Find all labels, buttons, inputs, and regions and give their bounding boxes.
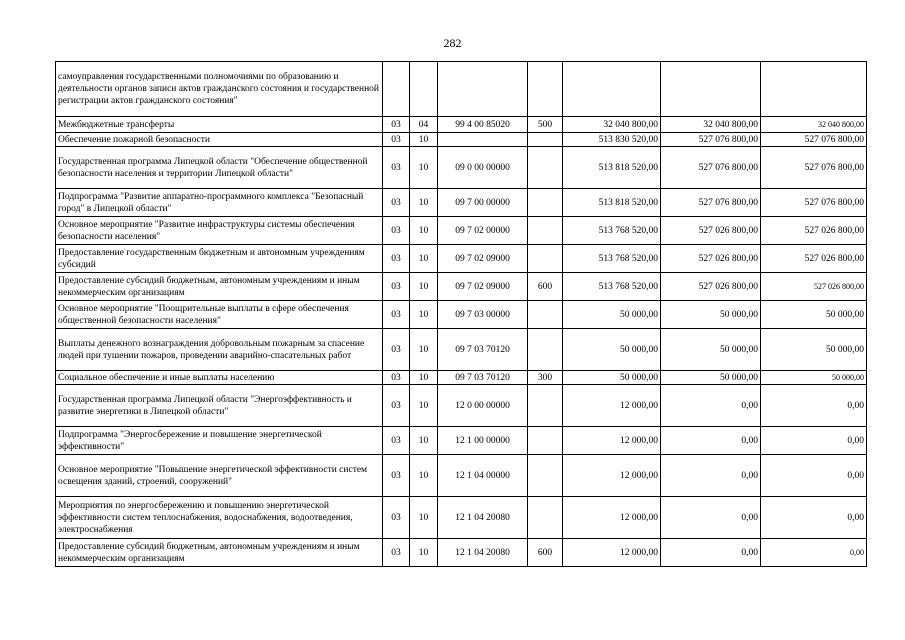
- section-code-cell: 03: [383, 385, 410, 427]
- subsection-code-cell: 10: [410, 301, 438, 329]
- expense-type-cell: [528, 245, 563, 273]
- amount-year2-cell: 0,00: [661, 539, 761, 567]
- amount-year1-cell: 12 000,00: [563, 385, 661, 427]
- row-name-cell: Обеспечение пожарной безопасности: [56, 133, 383, 147]
- row-name-cell: Государственная программа Липецкой области "Обеспечение общественной безопасности населения и территории Липецкой области": [56, 147, 383, 189]
- amount-year3-cell: 50 000,00: [761, 371, 867, 385]
- amount-year3-cell: 527 026 800,00: [761, 245, 867, 273]
- table-row: [56, 273, 867, 301]
- target-article-cell: 09 7 03 00000: [438, 301, 528, 329]
- subsection-code-cell: 10: [410, 371, 438, 385]
- amount-year1-cell: 513 768 520,00: [563, 217, 661, 245]
- amount-year2-cell: 527 026 800,00: [661, 245, 761, 273]
- amount-year3-cell: 0,00: [761, 539, 867, 567]
- amount-year1-cell: 12 000,00: [563, 497, 661, 539]
- subsection-code-cell: [410, 62, 438, 117]
- amount-year2-cell: 527 076 800,00: [661, 147, 761, 189]
- section-code-cell: 03: [383, 497, 410, 539]
- section-code-cell: 03: [383, 427, 410, 455]
- table-row: [56, 385, 867, 427]
- table-row: [56, 133, 867, 147]
- expense-type-cell: 600: [528, 273, 563, 301]
- expense-type-cell: [528, 62, 563, 117]
- target-article-cell: 09 7 02 09000: [438, 273, 528, 301]
- table-row: [56, 427, 867, 455]
- row-name-cell: Основное мероприятие "Поощрительные выплаты в сфере обеспечения общественной безопасности населения": [56, 301, 383, 329]
- target-article-cell: [438, 133, 528, 147]
- subsection-code-cell: 10: [410, 189, 438, 217]
- row-name-cell: Предоставление субсидий бюджетным, автономным учреждениям и иным некоммерческим организациям: [56, 539, 383, 567]
- amount-year3-cell: 527 026 800,00: [761, 273, 867, 301]
- amount-year3-cell: 527 076 800,00: [761, 147, 867, 189]
- amount-year1-cell: 32 040 800,00: [563, 117, 661, 133]
- expense-type-cell: 500: [528, 117, 563, 133]
- subsection-code-cell: 10: [410, 539, 438, 567]
- expense-type-cell: 300: [528, 371, 563, 385]
- table-row: [56, 62, 867, 117]
- target-article-cell: [438, 62, 528, 117]
- amount-year3-cell: 0,00: [761, 427, 867, 455]
- amount-year1-cell: 12 000,00: [563, 539, 661, 567]
- section-code-cell: 03: [383, 245, 410, 273]
- row-name-cell: Выплаты денежного вознаграждения добровольным пожарным за спасение людей при тушении пожаров, проведении аварийно-спасательных работ: [56, 329, 383, 371]
- amount-year2-cell: 32 040 800,00: [661, 117, 761, 133]
- target-article-cell: 09 7 03 70120: [438, 329, 528, 371]
- expense-type-cell: [528, 385, 563, 427]
- expense-type-cell: [528, 217, 563, 245]
- amount-year3-cell: 0,00: [761, 497, 867, 539]
- expense-type-cell: [528, 329, 563, 371]
- amount-year1-cell: 50 000,00: [563, 329, 661, 371]
- section-code-cell: 03: [383, 117, 410, 133]
- table-row: [56, 497, 867, 539]
- section-code-cell: 03: [383, 189, 410, 217]
- target-article-cell: 09 0 00 00000: [438, 147, 528, 189]
- amount-year1-cell: 12 000,00: [563, 427, 661, 455]
- row-name-cell: Предоставление государственным бюджетным и автономным учреждениям субсидий: [56, 245, 383, 273]
- subsection-code-cell: 10: [410, 245, 438, 273]
- target-article-cell: 12 0 00 00000: [438, 385, 528, 427]
- table-row: [56, 329, 867, 371]
- amount-year2-cell: 527 076 800,00: [661, 189, 761, 217]
- subsection-code-cell: 10: [410, 147, 438, 189]
- amount-year2-cell: 0,00: [661, 385, 761, 427]
- target-article-cell: 09 7 02 00000: [438, 217, 528, 245]
- subsection-code-cell: 10: [410, 273, 438, 301]
- amount-year3-cell: 0,00: [761, 385, 867, 427]
- section-code-cell: 03: [383, 273, 410, 301]
- expense-type-cell: [528, 301, 563, 329]
- amount-year2-cell: [661, 62, 761, 117]
- section-code-cell: 03: [383, 133, 410, 147]
- expense-type-cell: [528, 455, 563, 497]
- budget-table: [55, 61, 867, 567]
- amount-year2-cell: 527 076 800,00: [661, 133, 761, 147]
- subsection-code-cell: 10: [410, 427, 438, 455]
- expense-type-cell: [528, 427, 563, 455]
- amount-year1-cell: 50 000,00: [563, 371, 661, 385]
- amount-year1-cell: 513 768 520,00: [563, 245, 661, 273]
- row-name-cell: самоуправления государственными полномочиями по образованию и деятельности органов записи актов гражданского состояния и государственной регистрации актов гражданского состояния": [56, 62, 383, 117]
- row-name-cell: Подпрограмма "Развитие аппаратно-программного комплекса "Безопасный город" в Липецкой области": [56, 189, 383, 217]
- amount-year3-cell: 0,00: [761, 455, 867, 497]
- amount-year2-cell: 0,00: [661, 427, 761, 455]
- table-row: [56, 539, 867, 567]
- amount-year3-cell: 527 076 800,00: [761, 133, 867, 147]
- table-row: [56, 189, 867, 217]
- section-code-cell: 03: [383, 217, 410, 245]
- target-article-cell: 09 7 02 09000: [438, 245, 528, 273]
- section-code-cell: [383, 62, 410, 117]
- row-name-cell: Основное мероприятие "Повышение энергетической эффективности систем освещения зданий, строений, сооружений": [56, 455, 383, 497]
- amount-year2-cell: 50 000,00: [661, 371, 761, 385]
- expense-type-cell: [528, 147, 563, 189]
- section-code-cell: 03: [383, 371, 410, 385]
- row-name-cell: Межбюджетные трансферты: [56, 117, 383, 133]
- table-body: [56, 62, 867, 567]
- row-name-cell: Предоставление субсидий бюджетным, автономным учреждениям и иным некоммерческим организациям: [56, 273, 383, 301]
- subsection-code-cell: 10: [410, 497, 438, 539]
- amount-year2-cell: 50 000,00: [661, 301, 761, 329]
- section-code-cell: 03: [383, 147, 410, 189]
- amount-year3-cell: 527 076 800,00: [761, 189, 867, 217]
- amount-year1-cell: 513 768 520,00: [563, 273, 661, 301]
- subsection-code-cell: 04: [410, 117, 438, 133]
- table-row: [56, 371, 867, 385]
- target-article-cell: 12 1 00 00000: [438, 427, 528, 455]
- table-row: [56, 117, 867, 133]
- row-name-cell: Подпрограмма "Энергосбережение и повышение энергетической эффективности": [56, 427, 383, 455]
- row-name-cell: Государственная программа Липецкой области "Энергоэффективность и развитие энергетики в Липецкой области": [56, 385, 383, 427]
- expense-type-cell: [528, 133, 563, 147]
- table-row: [56, 245, 867, 273]
- section-code-cell: 03: [383, 539, 410, 567]
- section-code-cell: 03: [383, 301, 410, 329]
- amount-year2-cell: 50 000,00: [661, 329, 761, 371]
- target-article-cell: 09 7 03 70120: [438, 371, 528, 385]
- amount-year1-cell: 12 000,00: [563, 455, 661, 497]
- target-article-cell: 12 1 04 20080: [438, 497, 528, 539]
- expense-type-cell: [528, 189, 563, 217]
- amount-year3-cell: [761, 62, 867, 117]
- subsection-code-cell: 10: [410, 455, 438, 497]
- section-code-cell: 03: [383, 455, 410, 497]
- amount-year3-cell: 32 040 800,00: [761, 117, 867, 133]
- amount-year2-cell: 0,00: [661, 497, 761, 539]
- amount-year3-cell: 50 000,00: [761, 301, 867, 329]
- table-row: [56, 147, 867, 189]
- target-article-cell: 12 1 04 20080: [438, 539, 528, 567]
- expense-type-cell: 600: [528, 539, 563, 567]
- page-number: 282: [443, 36, 462, 50]
- row-name-cell: Мероприятия по энергосбережению и повышению энергетической эффективности систем теплоснабжения, водоснабжения, водоотведения, электроснабжения: [56, 497, 383, 539]
- amount-year2-cell: 527 026 800,00: [661, 217, 761, 245]
- row-name-cell: Основное мероприятие "Развитие инфраструктуры системы обеспечения безопасности населения": [56, 217, 383, 245]
- subsection-code-cell: 10: [410, 217, 438, 245]
- table-row: [56, 301, 867, 329]
- amount-year1-cell: 50 000,00: [563, 301, 661, 329]
- amount-year3-cell: 527 026 800,00: [761, 217, 867, 245]
- table-row: [56, 217, 867, 245]
- expense-type-cell: [528, 497, 563, 539]
- target-article-cell: 99 4 00 85020: [438, 117, 528, 133]
- amount-year1-cell: 513 830 520,00: [563, 133, 661, 147]
- amount-year3-cell: 50 000,00: [761, 329, 867, 371]
- target-article-cell: 09 7 00 00000: [438, 189, 528, 217]
- amount-year1-cell: [563, 62, 661, 117]
- amount-year2-cell: 527 026 800,00: [661, 273, 761, 301]
- target-article-cell: 12 1 04 00000: [438, 455, 528, 497]
- section-code-cell: 03: [383, 329, 410, 371]
- row-name-cell: Социальное обеспечение и иные выплаты населению: [56, 371, 383, 385]
- amount-year1-cell: 513 818 520,00: [563, 147, 661, 189]
- table-row: [56, 455, 867, 497]
- amount-year2-cell: 0,00: [661, 455, 761, 497]
- amount-year1-cell: 513 818 520,00: [563, 189, 661, 217]
- subsection-code-cell: 10: [410, 329, 438, 371]
- subsection-code-cell: 10: [410, 133, 438, 147]
- subsection-code-cell: 10: [410, 385, 438, 427]
